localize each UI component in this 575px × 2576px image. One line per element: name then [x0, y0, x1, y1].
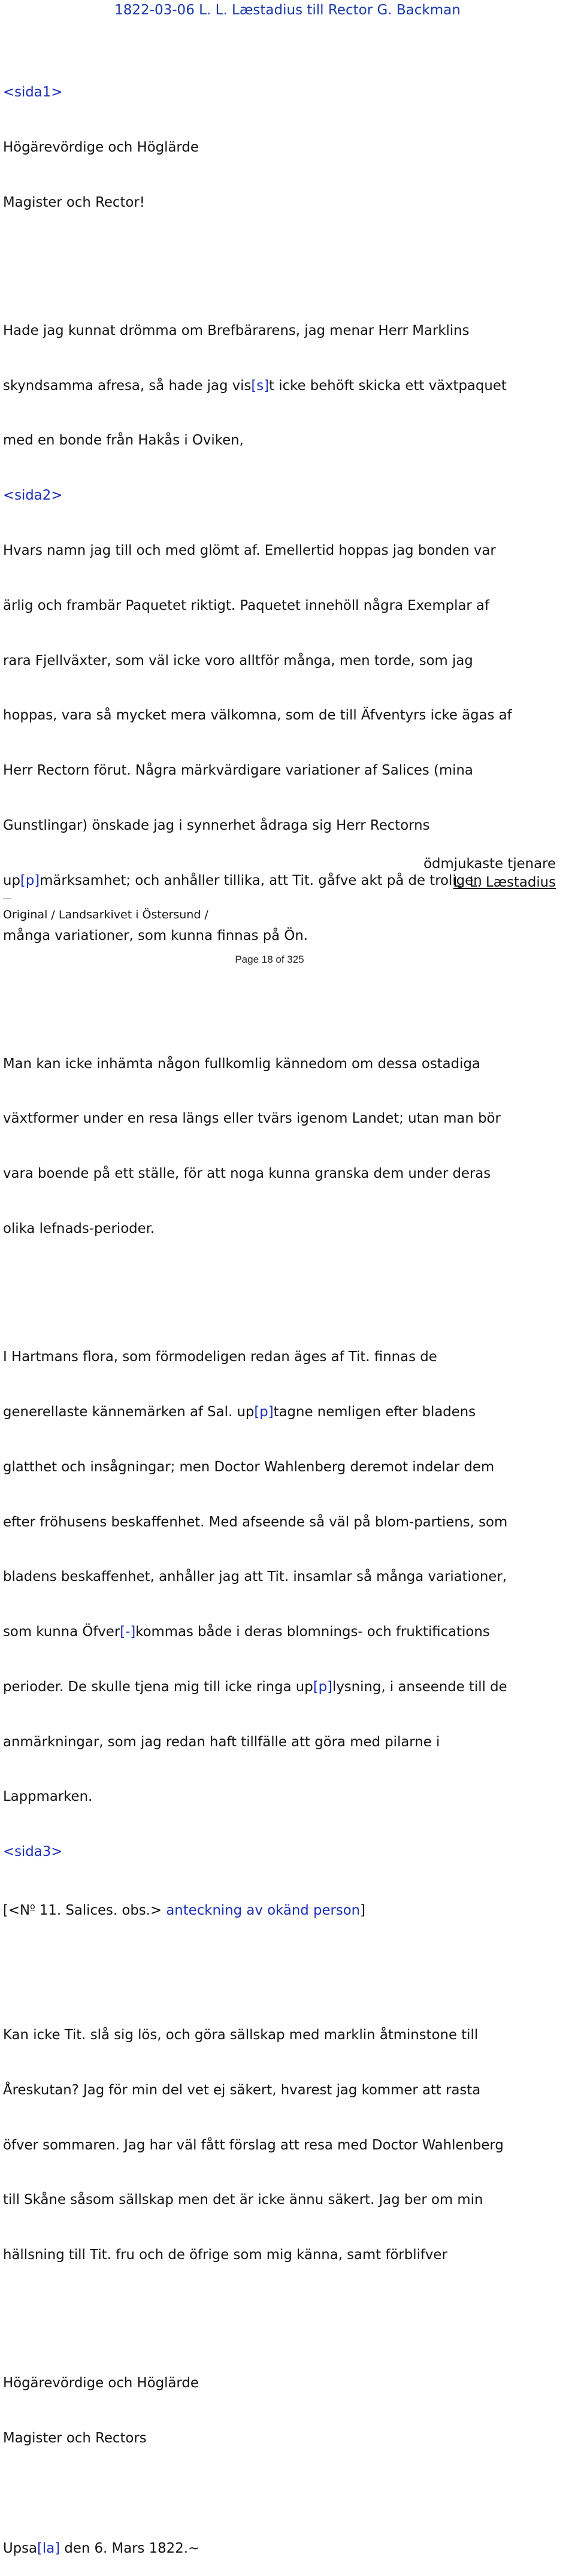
page-marker-3: <sida3> [3, 1844, 63, 1860]
text-run: up [3, 872, 20, 888]
salutation-line-2: Magister och Rector! [3, 194, 145, 210]
spacer [3, 981, 572, 1000]
text-run: generellaste kännemärken af Sal. up [3, 1404, 255, 1420]
editorial-note: anteckning av okänd person [166, 1902, 361, 1918]
annotation-note [3, 1898, 572, 1916]
text-run: t icke behöft skicka ett växtpaquet [269, 377, 507, 394]
paragraph-3-line: I Hartmans flora, som förmodeligen redan äges af Tit. finnas de [3, 1349, 437, 1365]
spacer [3, 249, 572, 267]
document-title: 1822-03-06 L. L. Læstadius till Rector G. Backman [114, 2, 461, 18]
editorial-insertion: [p] [20, 872, 40, 888]
salutation-line-1: Högärevördige och Höglärde [3, 139, 199, 155]
text-run: perioder. De skulle tjena mig till icke ringa up [3, 1679, 313, 1695]
paragraph-1-line: Gunstlingar) önskade jag i synnerhet ådraga sig Herr Rectorns [3, 817, 430, 833]
paragraph-1-line: Herr Rectorn förut. Några märkvärdigare variationer af Salices (mina [3, 763, 473, 779]
closing-line-1: Högärevördige och Höglärde [3, 2375, 199, 2391]
superscript: o [30, 1901, 35, 1912]
paragraph-1-line: Hvars namn jag till och med glömt af. Emellertid hoppas jag bonden var [3, 543, 496, 559]
editorial-insertion: [la] [37, 2540, 60, 2556]
letter-body [3, 47, 572, 2576]
page-marker-1: <sida1> [3, 84, 63, 101]
text-run: [<N [3, 1902, 31, 1918]
page-marker-2: <sida2> [3, 488, 63, 504]
text-run: lysning, i anseende till de [332, 1679, 507, 1695]
paragraph-1-line: ärlig och frambär Paquetet riktigt. Paquetet innehöll några Exemplar af [3, 597, 490, 613]
paragraph-1-line: rara Fjellväxter, som väl icke voro alltför många, men torde, som jag [3, 652, 473, 669]
paragraph-1-line [3, 377, 572, 395]
editorial-insertion: [-] [120, 1624, 136, 1640]
editorial-insertion: [p] [254, 1404, 274, 1420]
spacer [3, 1275, 572, 1293]
spacer [3, 2484, 572, 2503]
paragraph-2-line: olika lefnads-perioder. [3, 1221, 155, 1236]
paragraph-1-line: med en bonde från Hakås i Oviken, [3, 433, 244, 449]
paragraph-2-line: Man kan icke inhämta någon fullkomlig kännedom om dessa ostadiga [3, 1056, 480, 1072]
text-run: ] [360, 1902, 366, 1918]
source-note: Original / Landsarkivet i Östersund / [3, 908, 208, 921]
spacer [3, 1953, 572, 1972]
paragraph-3-line: glatthet och insågningar; men Doctor Wahlenberg deremot indelar dem [3, 1459, 495, 1475]
text-run: skyndsamma afresa, så hade jag vis [3, 377, 252, 394]
paragraph-3-line: efter fröhusens beskaffenhet. Med afseende så väl på blom-partiens, som [3, 1514, 508, 1530]
paragraph-4-line: Kan icke Tit. slå sig lös, och göra sällskap med marklin åtminstone till [3, 2027, 479, 2043]
editorial-insertion: [s] [251, 377, 270, 394]
paragraph-3-line: bladens beskaffenhet, anhåller jag att Tit. insamlar så många variationer, [3, 1569, 507, 1585]
text-run: märksamhet; och anhåller tillika, att Tit. gåfve akt på de troligen [40, 872, 482, 888]
paragraph-1-line: många variationer, som kunna finnas på Ön. [3, 927, 308, 944]
paragraph-4-line: öfver sommaren. Jag har väl fått förslag att resa med Doctor Wahlenberg [3, 2137, 504, 2153]
signature-block [423, 855, 556, 891]
paragraph-1-line: Hade jag kunnat drömma om Brefbärarens, jag menar Herr Marklins [3, 322, 470, 338]
paragraph-4-line: till Skåne såsom sällskap men det är icke ännu säkert. Jag ber om min [3, 2192, 483, 2208]
paragraph-4-line: hällsning till Tit. fru och de öfrige som mig känna, samt förblifver [3, 2247, 447, 2263]
text-run: 11. Salices. obs.> [35, 1902, 167, 1918]
paragraph-3-line [3, 1623, 572, 1641]
page-number: Page 18 of 325 [235, 954, 304, 965]
text-run: kommas både i deras blomnings- och fruktifications [135, 1624, 490, 1640]
text-run: den 6. Mars 1822.~ [60, 2540, 200, 2556]
paragraph-4-line: Åreskutan? Jag för min del vet ej säkert, hvarest jag kommer att rasta [3, 2082, 481, 2098]
valediction: ödmjukaste tjenare [423, 856, 556, 872]
spacer [3, 2301, 572, 2320]
paragraph-2-line: växtformer under en resa längs eller tvärs igenom Landet; utan man bör [3, 1111, 501, 1127]
signature: L. L. Læstadius [453, 874, 556, 890]
paragraph-1-line: hoppas, vara så mycket mera välkomna, som de till Äfventyrs icke ägas af [3, 708, 512, 724]
text-run: som kunna Öfver [3, 1624, 120, 1640]
paragraph-3-line [3, 1403, 572, 1422]
paragraph-3-line [3, 1678, 572, 1697]
paragraph-2-line: vara boende på ett ställe, för att noga kunna granska dem under deras [3, 1166, 491, 1182]
editorial-insertion: [p] [313, 1679, 332, 1695]
text-run: Upsa [3, 2540, 38, 2556]
text-run: tagne nemligen efter bladens [273, 1404, 476, 1420]
closing-line-2: Magister och Rectors [3, 2430, 147, 2447]
paragraph-3-line: Lappmarken. [3, 1789, 93, 1805]
paragraph-3-line: anmärkningar, som jag redan haft tillfälle att göra med pilarne i [3, 1734, 440, 1750]
date-line [3, 2539, 572, 2558]
